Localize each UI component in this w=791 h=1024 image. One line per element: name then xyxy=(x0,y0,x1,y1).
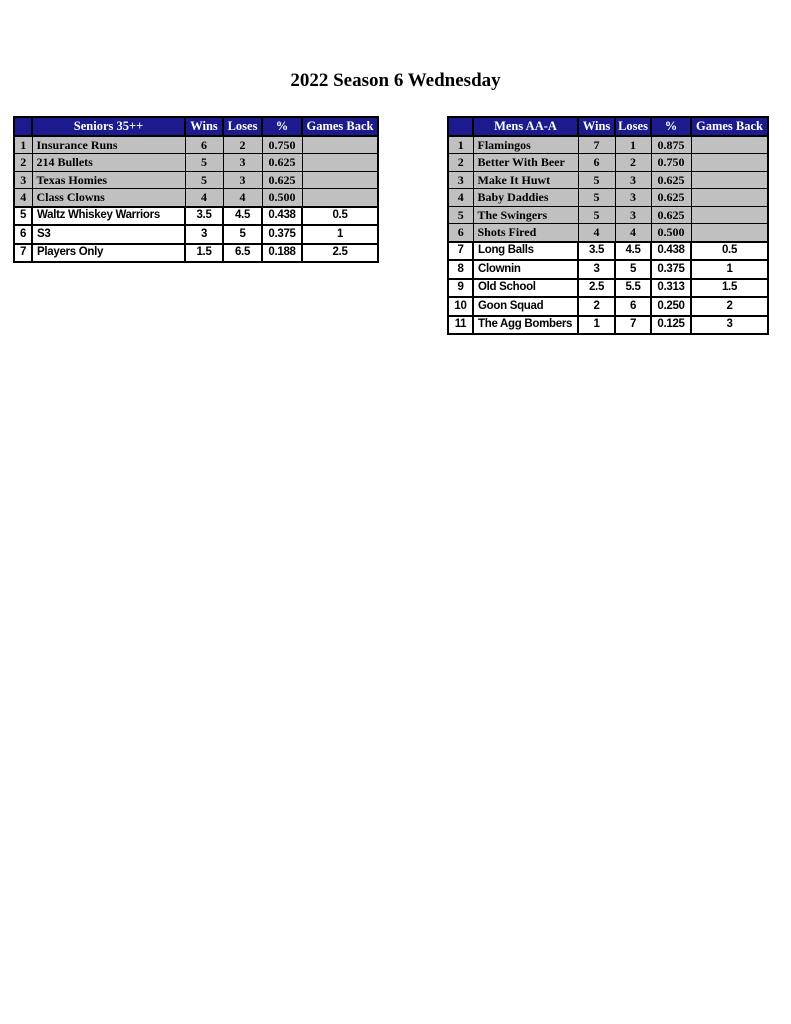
cell-pct: 0.875 xyxy=(651,136,691,154)
cell-loses: 2 xyxy=(223,136,262,154)
cell-rank: 1 xyxy=(448,136,473,154)
cell-pct: 0.313 xyxy=(651,279,691,298)
cell-loses: 5.5 xyxy=(615,279,651,298)
table-row xyxy=(448,242,768,261)
cell-pct: 0.625 xyxy=(651,189,691,207)
cell-wins: 3 xyxy=(185,225,223,244)
cell-pct: 0.625 xyxy=(262,171,302,189)
cell-pct: 0.250 xyxy=(651,297,691,316)
cell-team-name: Clownin xyxy=(473,260,578,279)
cell-pct: 0.750 xyxy=(651,154,691,172)
cell-loses: 4.5 xyxy=(615,242,651,261)
table-header-row xyxy=(14,117,378,136)
cell-pct: 0.625 xyxy=(651,206,691,224)
header-pct: % xyxy=(651,117,691,136)
table-row xyxy=(14,207,378,226)
cell-team-name: Shots Fired xyxy=(473,224,578,242)
page-title: 2022 Season 6 Wednesday xyxy=(290,70,501,91)
cell-pct: 0.188 xyxy=(262,244,302,263)
table-row xyxy=(448,297,768,316)
cell-loses: 3 xyxy=(615,189,651,207)
cell-wins: 2.5 xyxy=(578,279,615,298)
cell-team-name: Long Balls xyxy=(473,242,578,261)
header-games-back: Games Back xyxy=(691,117,768,136)
cell-wins: 1.5 xyxy=(185,244,223,263)
cell-team-name: Better With Beer xyxy=(473,154,578,172)
cell-team-name: The Swingers xyxy=(473,206,578,224)
cell-pct: 0.375 xyxy=(262,225,302,244)
cell-pct: 0.125 xyxy=(651,316,691,335)
cell-games-back xyxy=(691,154,768,172)
table-row xyxy=(14,225,378,244)
cell-team-name: Class Clowns xyxy=(32,189,185,207)
league-name: Mens AA-A xyxy=(473,117,578,136)
cell-games-back xyxy=(302,154,378,172)
cell-wins: 5 xyxy=(578,206,615,224)
header-pct: % xyxy=(262,117,302,136)
cell-rank: 3 xyxy=(14,171,32,189)
table-row xyxy=(448,171,768,189)
cell-team-name: Players Only xyxy=(32,244,185,263)
header-corner-cell xyxy=(448,117,473,136)
cell-pct: 0.500 xyxy=(262,189,302,207)
cell-loses: 4.5 xyxy=(223,207,262,226)
cell-games-back xyxy=(302,136,378,154)
cell-rank: 6 xyxy=(14,225,32,244)
cell-wins: 3.5 xyxy=(185,207,223,226)
cell-wins: 5 xyxy=(578,171,615,189)
standings-table-seniors xyxy=(13,116,379,263)
cell-pct: 0.750 xyxy=(262,136,302,154)
table-row xyxy=(14,244,378,263)
cell-loses: 3 xyxy=(223,171,262,189)
cell-team-name: Texas Homies xyxy=(32,171,185,189)
cell-games-back: 2 xyxy=(691,297,768,316)
header-games-back: Games Back xyxy=(302,117,378,136)
cell-rank: 4 xyxy=(448,189,473,207)
cell-rank: 4 xyxy=(14,189,32,207)
table-row xyxy=(448,189,768,207)
cell-wins: 6 xyxy=(185,136,223,154)
table-row xyxy=(448,206,768,224)
cell-team-name: Goon Squad xyxy=(473,297,578,316)
cell-team-name: The Agg Bombers xyxy=(473,316,578,335)
cell-loses: 1 xyxy=(615,136,651,154)
cell-pct: 0.438 xyxy=(262,207,302,226)
cell-wins: 2 xyxy=(578,297,615,316)
cell-games-back xyxy=(691,136,768,154)
cell-games-back xyxy=(302,171,378,189)
cell-games-back xyxy=(302,189,378,207)
cell-rank: 5 xyxy=(14,207,32,226)
header-wins: Wins xyxy=(578,117,615,136)
cell-team-name: Insurance Runs xyxy=(32,136,185,154)
league-name: Seniors 35++ xyxy=(32,117,185,136)
cell-rank: 2 xyxy=(448,154,473,172)
cell-wins: 3.5 xyxy=(578,242,615,261)
cell-rank: 5 xyxy=(448,206,473,224)
cell-team-name: S3 xyxy=(32,225,185,244)
cell-loses: 4 xyxy=(223,189,262,207)
cell-wins: 6 xyxy=(578,154,615,172)
cell-games-back: 1 xyxy=(302,225,378,244)
cell-loses: 5 xyxy=(615,260,651,279)
table-row xyxy=(448,260,768,279)
table-row xyxy=(448,154,768,172)
cell-rank: 10 xyxy=(448,297,473,316)
cell-loses: 2 xyxy=(615,154,651,172)
cell-rank: 6 xyxy=(448,224,473,242)
cell-rank: 7 xyxy=(14,244,32,263)
table-row xyxy=(448,279,768,298)
table-row xyxy=(14,189,378,207)
cell-pct: 0.625 xyxy=(651,171,691,189)
table-row xyxy=(14,171,378,189)
cell-pct: 0.375 xyxy=(651,260,691,279)
cell-rank: 1 xyxy=(14,136,32,154)
cell-loses: 5 xyxy=(223,225,262,244)
cell-loses: 6.5 xyxy=(223,244,262,263)
table-row xyxy=(448,224,768,242)
cell-wins: 1 xyxy=(578,316,615,335)
cell-team-name: Old School xyxy=(473,279,578,298)
cell-games-back xyxy=(691,224,768,242)
cell-games-back xyxy=(691,171,768,189)
header-corner-cell xyxy=(14,117,32,136)
table-row xyxy=(14,154,378,172)
cell-wins: 5 xyxy=(578,189,615,207)
cell-rank: 11 xyxy=(448,316,473,335)
cell-games-back: 2.5 xyxy=(302,244,378,263)
cell-rank: 2 xyxy=(14,154,32,172)
cell-team-name: 214 Bullets xyxy=(32,154,185,172)
cell-wins: 3 xyxy=(578,260,615,279)
table-header-row xyxy=(448,117,768,136)
cell-pct: 0.500 xyxy=(651,224,691,242)
cell-pct: 0.625 xyxy=(262,154,302,172)
cell-loses: 7 xyxy=(615,316,651,335)
cell-wins: 7 xyxy=(578,136,615,154)
cell-rank: 9 xyxy=(448,279,473,298)
cell-team-name: Flamingos xyxy=(473,136,578,154)
cell-rank: 3 xyxy=(448,171,473,189)
cell-team-name: Baby Daddies xyxy=(473,189,578,207)
cell-games-back: 0.5 xyxy=(691,242,768,261)
cell-games-back: 3 xyxy=(691,316,768,335)
cell-team-name: Waltz Whiskey Warriors xyxy=(32,207,185,226)
standings-table-mens xyxy=(447,116,769,335)
cell-games-back: 1.5 xyxy=(691,279,768,298)
cell-loses: 4 xyxy=(615,224,651,242)
cell-games-back: 0.5 xyxy=(302,207,378,226)
cell-games-back xyxy=(691,206,768,224)
table-row xyxy=(448,136,768,154)
cell-wins: 5 xyxy=(185,171,223,189)
cell-wins: 4 xyxy=(578,224,615,242)
cell-rank: 7 xyxy=(448,242,473,261)
header-wins: Wins xyxy=(185,117,223,136)
cell-games-back xyxy=(691,189,768,207)
cell-loses: 3 xyxy=(615,206,651,224)
header-loses: Loses xyxy=(223,117,262,136)
cell-loses: 3 xyxy=(615,171,651,189)
cell-team-name: Make It Huwt xyxy=(473,171,578,189)
cell-wins: 5 xyxy=(185,154,223,172)
header-loses: Loses xyxy=(615,117,651,136)
cell-loses: 3 xyxy=(223,154,262,172)
cell-rank: 8 xyxy=(448,260,473,279)
cell-pct: 0.438 xyxy=(651,242,691,261)
cell-games-back: 1 xyxy=(691,260,768,279)
table-row xyxy=(14,136,378,154)
cell-loses: 6 xyxy=(615,297,651,316)
cell-wins: 4 xyxy=(185,189,223,207)
table-row xyxy=(448,316,768,335)
